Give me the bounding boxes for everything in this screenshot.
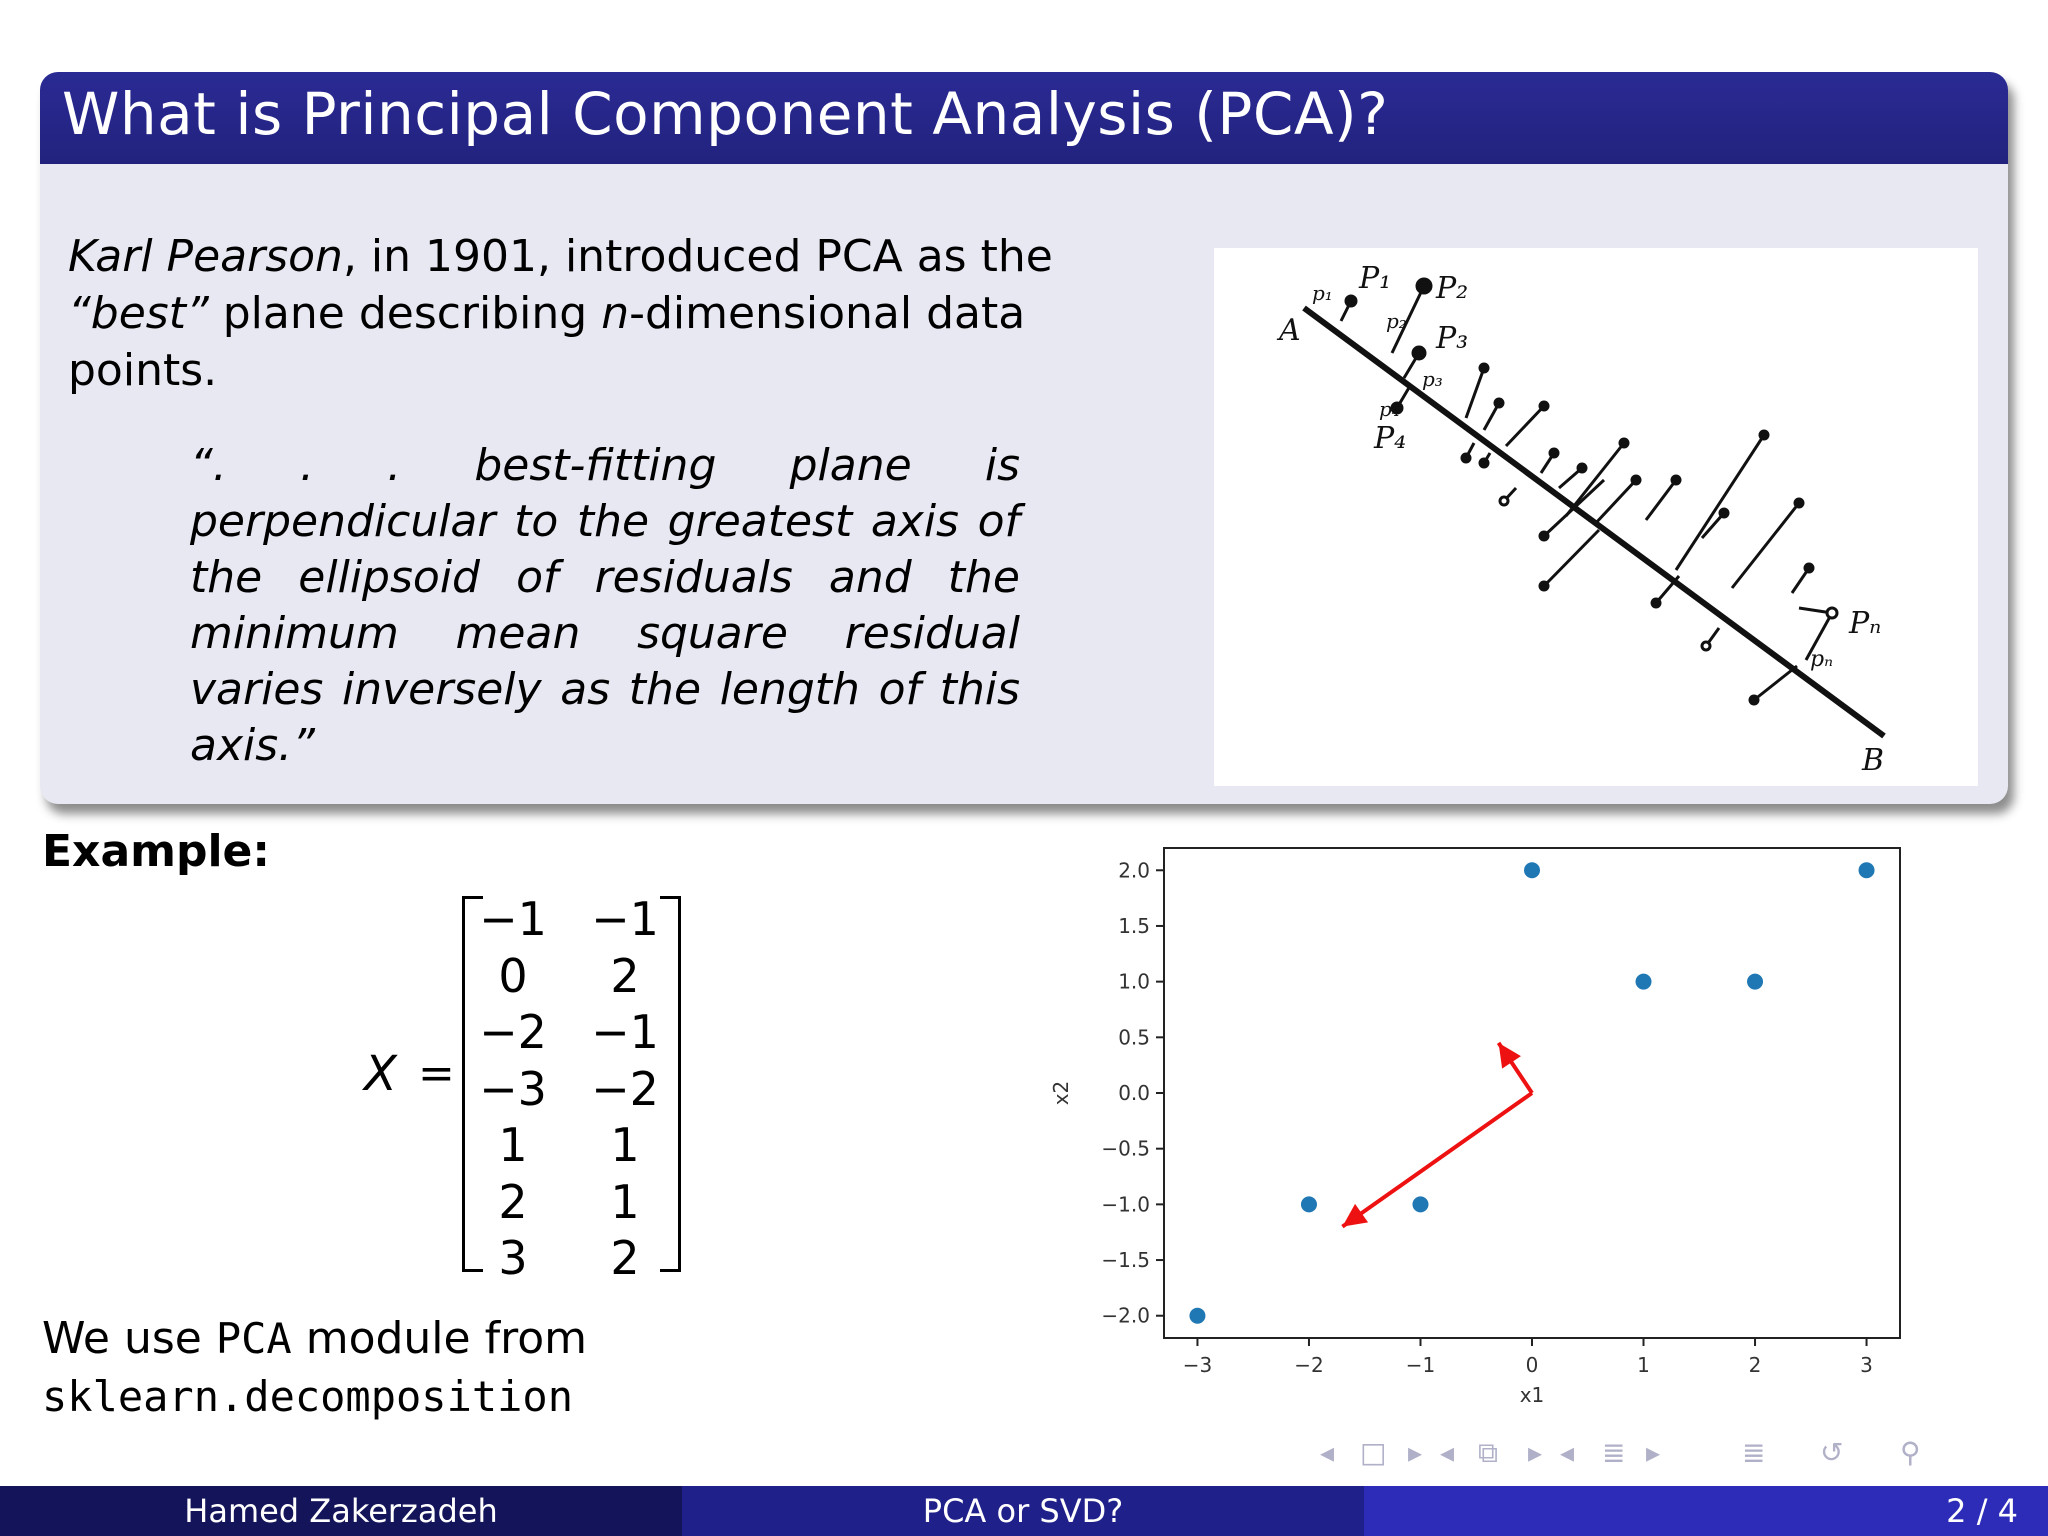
data-point [1412, 1196, 1428, 1212]
x-tick-label: 3 [1860, 1353, 1873, 1377]
svg-text:p₂: p₂ [1386, 309, 1407, 333]
y-axis-label: x2 [1049, 1080, 1073, 1106]
svg-text:p₁: p₁ [1312, 281, 1333, 305]
matrix-cell: −2 [591, 1061, 659, 1116]
equals-sign: = [418, 1048, 455, 1099]
footer [0, 1486, 2048, 1536]
svg-text:pₙ: pₙ [1810, 647, 1833, 672]
y-tick-label: −0.5 [1101, 1136, 1150, 1161]
y-tick-label: −2.0 [1101, 1303, 1150, 1328]
data-point [1859, 862, 1875, 878]
matrix-variable: X [364, 1046, 397, 1102]
x-tick-label: 0 [1525, 1353, 1539, 1377]
matrix-cell: 1 [610, 1118, 640, 1172]
nav-frame-icon[interactable]: □ [1360, 1436, 1387, 1469]
pearson-quote: “. . . best-fitting plane is perpendicular to the greatest axis of the ellipsoid of residuals and the minimum mean square residual varies inversely as the length of this axis.” [190, 440, 1020, 771]
nav-prev-section-icon[interactable]: ◂ [1560, 1436, 1575, 1469]
nav-next-subsection-icon[interactable]: ▸ [1528, 1436, 1543, 1469]
footer-page: 2 / 4 [1946, 1492, 2018, 1530]
matrix-cell: −3 [479, 1061, 547, 1116]
data-point [1301, 1196, 1317, 1212]
x-axis-label: x1 [1519, 1383, 1545, 1407]
x-tick-label: −2 [1294, 1353, 1324, 1377]
pca-code: PCA [215, 1314, 292, 1363]
footer-title: PCA or SVD? [682, 1486, 1364, 1536]
nav-prev-subsection-icon[interactable]: ◂ [1440, 1436, 1455, 1469]
nav-next-section-icon[interactable]: ▸ [1646, 1436, 1661, 1469]
svg-text:Pₙ: Pₙ [1849, 606, 1882, 641]
x-tick-label: 1 [1637, 1353, 1650, 1377]
matrix-cell: −1 [591, 1005, 659, 1059]
matrix-cell: 2 [610, 1231, 640, 1285]
pearson-figure-drawing [1214, 248, 1978, 786]
y-tick-label: 0.0 [1118, 1081, 1150, 1105]
data-point [1524, 862, 1540, 878]
navigation-symbols [1320, 1436, 2040, 1476]
nav-subsection-icon[interactable]: ⧉ [1478, 1436, 1498, 1469]
matrix-cell: 1 [498, 1118, 528, 1172]
matrix-cell: 0 [498, 948, 528, 1003]
matrix-equation [350, 886, 700, 1285]
matrix-cell: −1 [479, 892, 547, 946]
svg-text:B: B [1862, 743, 1885, 778]
y-tick-label: 1.5 [1118, 913, 1150, 938]
intro-text [68, 228, 1078, 399]
module-note [42, 1310, 587, 1426]
y-tick-label: −1.0 [1101, 1192, 1150, 1217]
intro-part-2: plane describing [208, 288, 602, 339]
matrix-cell: 3 [498, 1231, 528, 1285]
y-tick-label: −1.5 [1101, 1248, 1150, 1273]
y-tick-label: 2.0 [1118, 858, 1150, 883]
x-tick-label: 2 [1748, 1353, 1762, 1377]
footer-author: Hamed Zakerzadeh [0, 1486, 682, 1536]
svg-text:P₃: P₃ [1436, 321, 1469, 356]
svg-text:P₄: P₄ [1374, 421, 1407, 456]
y-tick-label: 1.0 [1118, 969, 1150, 994]
intro-best: “best” [68, 288, 209, 339]
svg-text:P₂: P₂ [1436, 271, 1469, 306]
intro-n: n [601, 288, 630, 339]
scatter-chart [1040, 830, 1920, 1410]
nav-next-frame-icon[interactable]: ▸ [1408, 1436, 1423, 1469]
nav-doc-icon[interactable]: ≣ [1742, 1436, 1766, 1469]
x-tick-label: −1 [1405, 1353, 1436, 1377]
nav-undo-icon[interactable]: ↺ [1820, 1436, 1844, 1469]
svg-text:p₄: p₄ [1379, 397, 1400, 421]
matrix-cell: −1 [591, 892, 659, 946]
footer-page-box [1364, 1486, 2048, 1536]
title-bar [40, 72, 2008, 164]
pearson-figure [1214, 248, 1978, 786]
nav-section-icon[interactable]: ≣ [1602, 1436, 1626, 1469]
svg-text:p₃: p₃ [1422, 367, 1443, 391]
nav-prev-frame-icon[interactable]: ◂ [1320, 1436, 1335, 1469]
slide-title: What is Principal Component Analysis (PCA)? [62, 80, 1389, 148]
intro-part-3: -dimensional data points. [68, 288, 1026, 396]
intro-part-1: , in 1901, introduced PCA as the [342, 231, 1053, 282]
y-tick-label: 0.5 [1118, 1025, 1150, 1050]
matrix-cell: 2 [498, 1174, 528, 1229]
author-name: Karl Pearson [68, 231, 343, 282]
svg-text:P₁: P₁ [1359, 261, 1392, 296]
data-point [1747, 974, 1763, 990]
nav-search-icon[interactable]: ⚲ [1900, 1436, 1921, 1469]
matrix-cell: −2 [479, 1005, 547, 1059]
svg-text:A: A [1279, 313, 1301, 348]
matrix-cell: 2 [610, 948, 640, 1003]
module-code: sklearn.decomposition [42, 1372, 574, 1421]
module-note-part-1: We use [42, 1313, 216, 1364]
matrix-cell: 1 [610, 1174, 640, 1229]
module-note-part-2: module from [291, 1313, 587, 1364]
x-tick-label: −3 [1182, 1353, 1213, 1377]
data-point [1189, 1308, 1205, 1324]
example-label: Example: [42, 826, 270, 877]
data-point [1636, 974, 1652, 990]
